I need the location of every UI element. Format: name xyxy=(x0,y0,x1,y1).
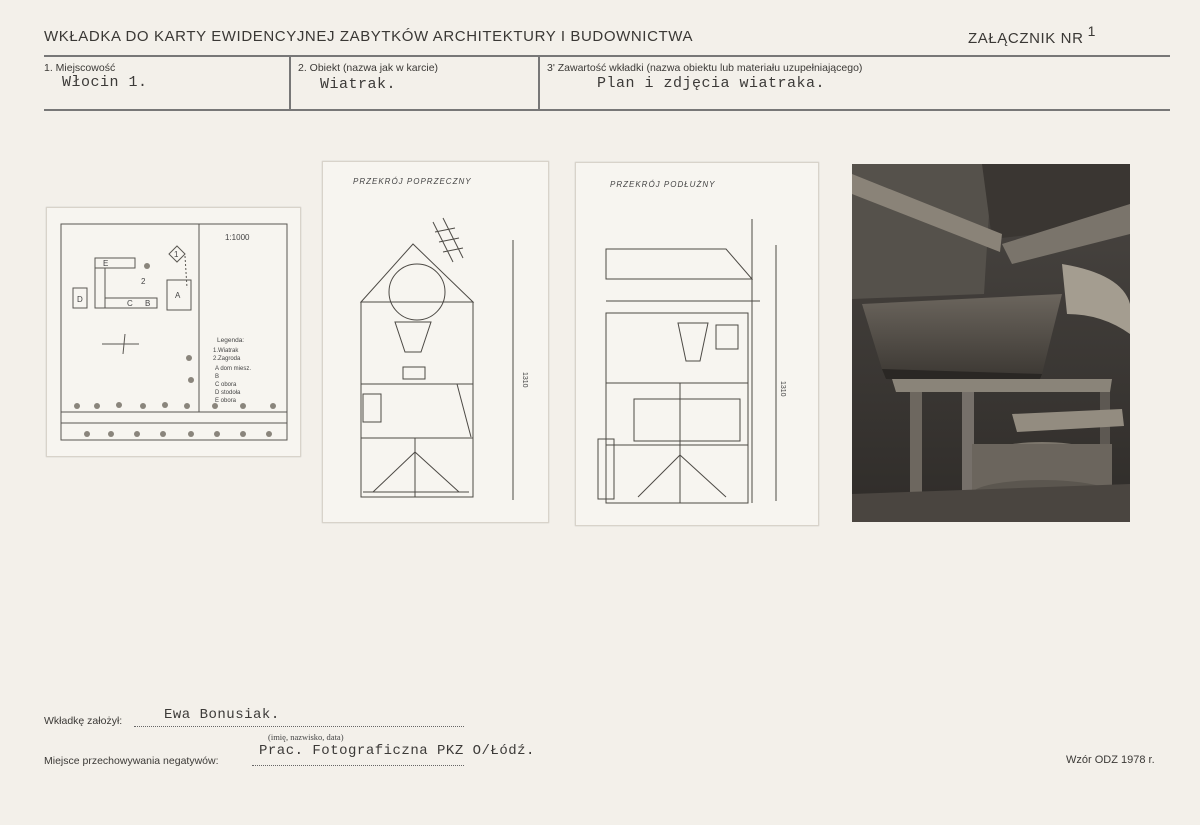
site-plan-card xyxy=(46,207,301,457)
locality-value: Włocin 1. xyxy=(62,74,148,91)
contents-label: 3' Zawartość wkładki (nazwa obiektu lub materiału uzupełniającego) xyxy=(547,62,863,74)
field-divider-2 xyxy=(538,56,540,109)
plan-letter-d: D xyxy=(77,295,83,304)
plan-legend-item: D stodoła xyxy=(215,390,241,396)
plan-legend-item: 2.Zagroda xyxy=(213,356,241,362)
form-title: WKŁADKA DO KARTY EWIDENCYJNEJ ZABYTKÓW ARCHITEKTURY I BUDOWNICTWA xyxy=(44,28,694,45)
object-label: 2. Obiekt (nazwa jak w karcie) xyxy=(298,62,439,74)
header-rule-top xyxy=(44,55,1170,57)
contents-value: Plan i zdjęcia wiatraka. xyxy=(597,75,826,92)
plan-legend-item: E obora xyxy=(215,398,237,404)
mill-interior-photo-image xyxy=(852,164,1130,522)
plan-legend-title: Legenda: xyxy=(217,337,245,344)
plan-legend-item: 1.Wiatrak xyxy=(213,348,239,354)
plan-letter-a: A xyxy=(175,291,181,300)
plan-scale: 1:1000 xyxy=(225,233,250,242)
object-value: Wiatrak. xyxy=(320,76,397,93)
longitudinal-section-drawing xyxy=(576,163,818,525)
plan-legend-item: C obora xyxy=(215,382,237,388)
locality-label: 1. Miejscowość xyxy=(44,62,116,74)
cross-section-card xyxy=(322,161,549,523)
plan-legend-item: A dom miesz. xyxy=(215,366,252,372)
longitudinal-section-title: PRZEKRÓJ PODŁUŻNY xyxy=(610,180,716,189)
mill-interior-photo xyxy=(852,164,1130,522)
longitudinal-section-dimension: 1310 xyxy=(779,381,786,397)
plan-legend-item: B xyxy=(215,374,220,380)
storage-value: Prac. Fotograficzna PKZ O/Łódź. xyxy=(259,743,535,759)
cross-section-drawing xyxy=(323,162,548,522)
plan-number-1: 1 xyxy=(174,250,179,259)
annex-label xyxy=(968,23,1096,47)
created-by-value: Ewa Bonusiak. xyxy=(164,707,280,723)
plan-letter-b: B xyxy=(145,299,151,308)
plan-letter-c: C xyxy=(127,299,133,308)
storage-label: Miejsce przechowywania negatywów: xyxy=(44,755,219,767)
storage-line xyxy=(252,765,464,766)
plan-number-2: 2 xyxy=(141,277,146,286)
created-by-label: Wkładkę założył: xyxy=(44,715,123,727)
created-by-note: (imię, nazwisko, data) xyxy=(268,732,344,742)
site-plan-drawing xyxy=(47,208,300,456)
form-code: Wzór ODZ 1978 r. xyxy=(1066,754,1155,766)
annex-number: 1 xyxy=(1087,23,1096,39)
annex-label-text: ZAŁĄCZNIK NR xyxy=(968,30,1084,47)
plan-letter-e: E xyxy=(103,259,109,268)
header-rule-bottom xyxy=(44,109,1170,111)
cross-section-title: PRZEKRÓJ POPRZECZNY xyxy=(353,177,472,186)
created-by-line xyxy=(134,726,464,727)
cross-section-dimension: 1310 xyxy=(521,372,528,388)
longitudinal-section-card xyxy=(575,162,819,526)
field-divider-1 xyxy=(289,56,291,109)
